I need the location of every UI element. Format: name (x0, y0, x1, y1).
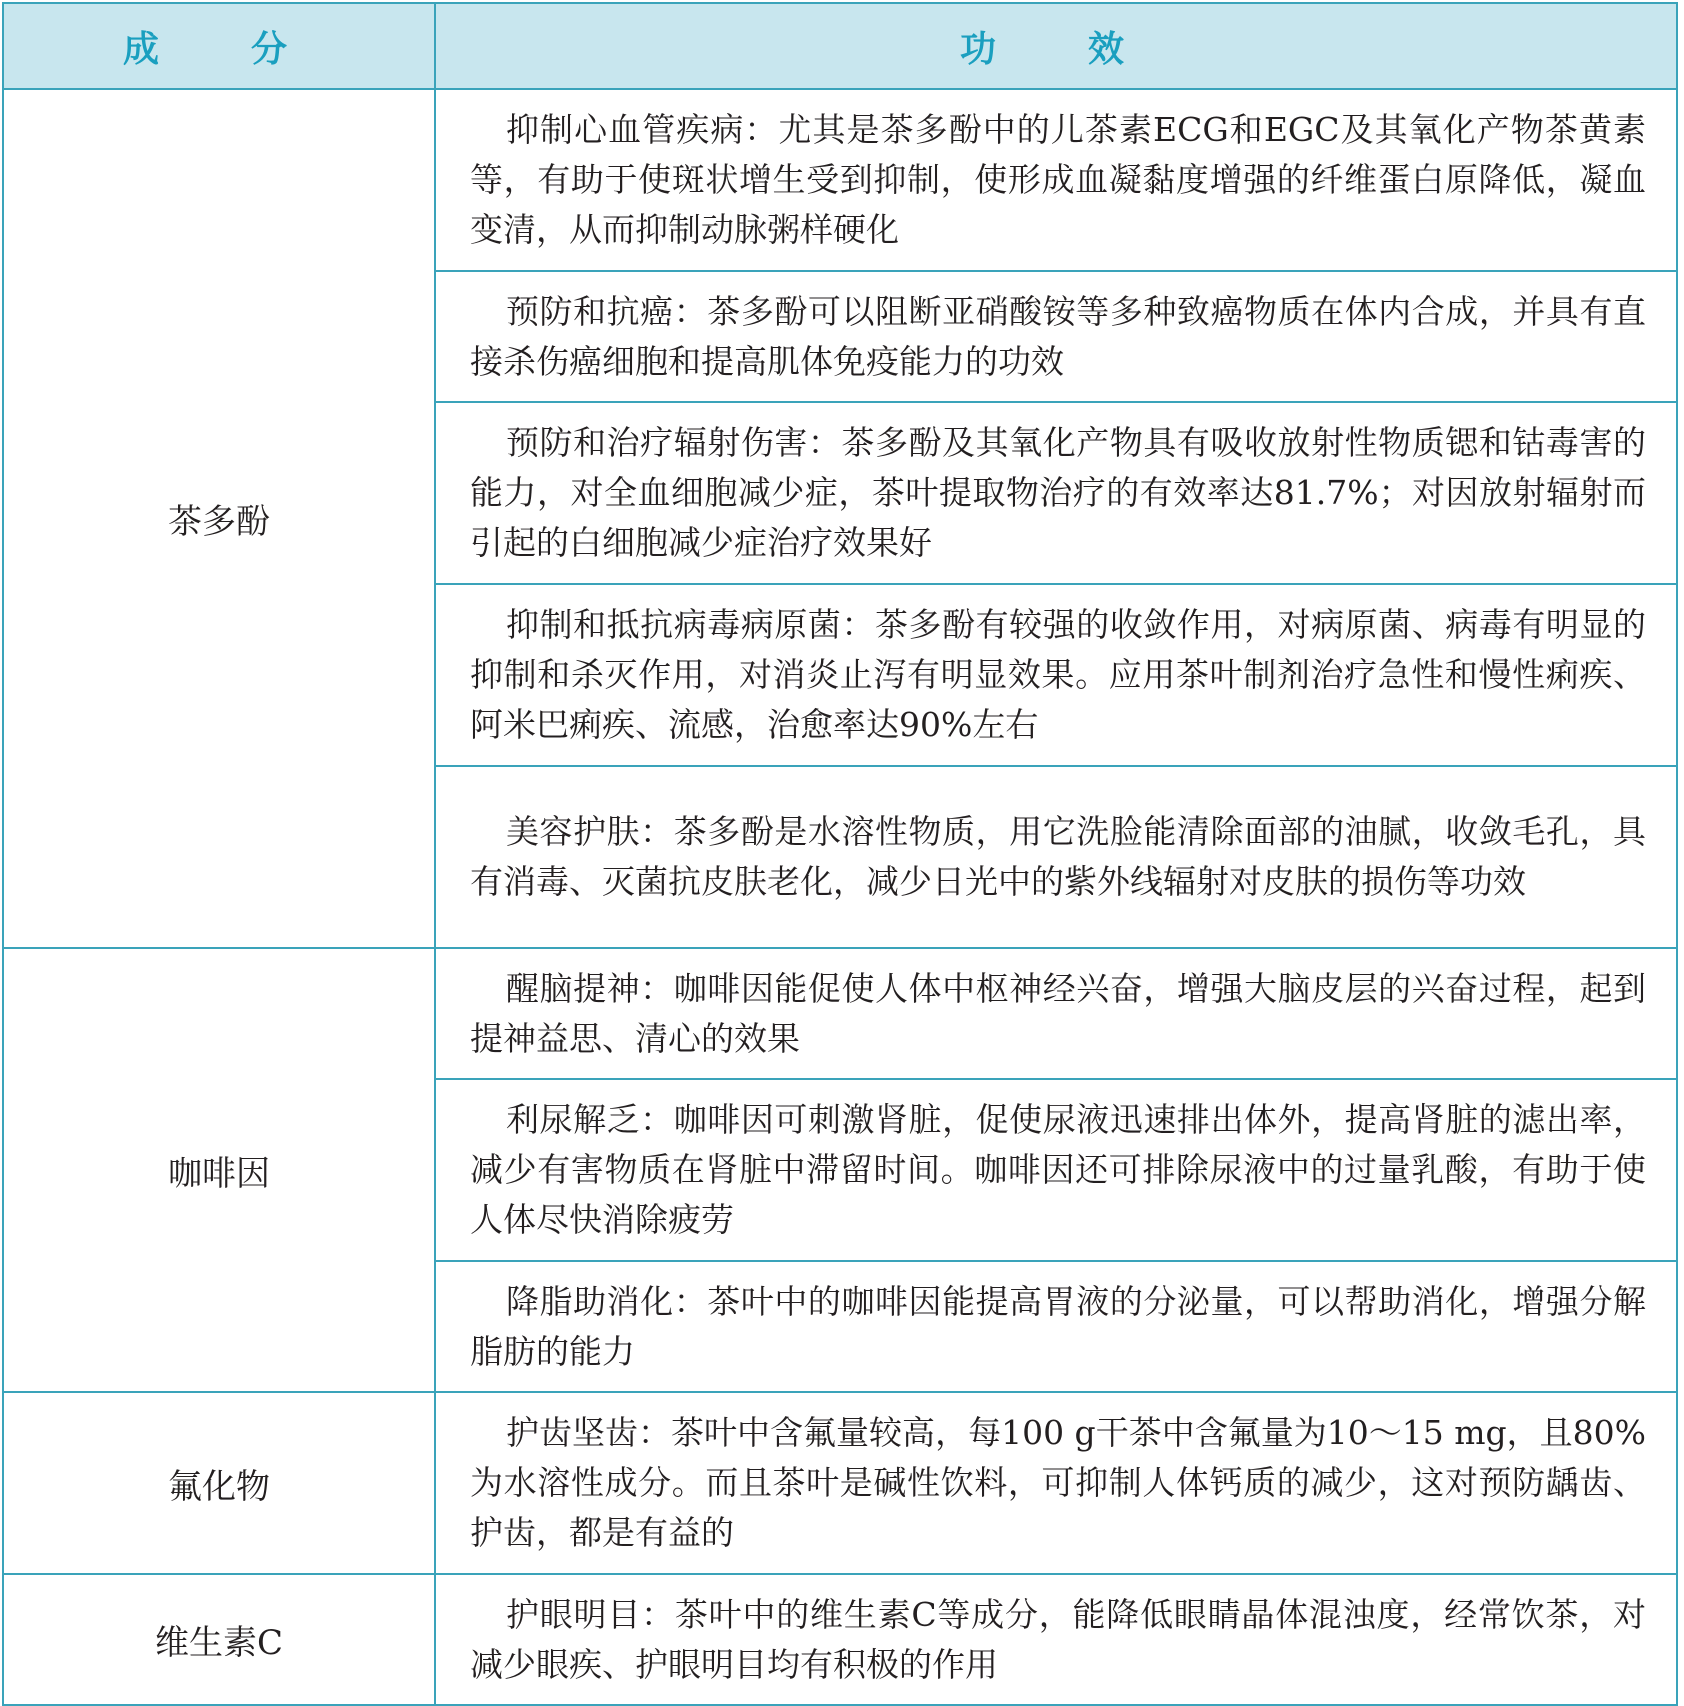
effect-cell: 利尿解乏：咖啡因可刺激肾脏，促使尿液迅速排出体外，提高肾脏的滤出率，减少有害物质在肾脏中滞留时间。咖啡因还可排除尿液中的过量乳酸，有助于使人体尽快消除疲劳 (435, 1079, 1677, 1261)
header-component: 成 分 (3, 3, 435, 89)
effect-cell: 抑制和抵抗病毒病原菌：茶多酚有较强的收敛作用，对病原菌、病毒有明显的抑制和杀灭作用，对消炎止泻有明显效果。应用茶叶制剂治疗急性和慢性痢疾、阿米巴痢疾、流感，治愈率达90%左右 (435, 584, 1677, 766)
effect-cell: 护齿坚齿：茶叶中含氟量较高，每100 g干茶中含氟量为10～15 mg，且80%为水溶性成分。而且茶叶是碱性饮料，可抑制人体钙质的减少，这对预防龋齿、护齿，都是有益的 (435, 1392, 1677, 1574)
table-row (3, 89, 1677, 271)
effect-cell: 护眼明目：茶叶中的维生素C等成分，能降低眼睛晶体混浊度，经常饮茶，对减少眼疾、护眼明目均有积极的作用 (435, 1574, 1677, 1705)
header-effect: 功 效 (435, 3, 1677, 89)
effect-cell: 预防和抗癌：茶多酚可以阻断亚硝酸铵等多种致癌物质在体内合成，并具有直接杀伤癌细胞和提高肌体免疫能力的功效 (435, 271, 1677, 402)
effect-cell: 预防和治疗辐射伤害：茶多酚及其氧化产物具有吸收放射性物质锶和钴毒害的能力，对全血细胞减少症，茶叶提取物治疗的有效率达81.7%；对因放射辐射而引起的白细胞减少症治疗效果好 (435, 402, 1677, 584)
table-row (3, 948, 1677, 1079)
component-cell: 氟化物 (3, 1392, 435, 1574)
effect-cell: 醒脑提神：咖啡因能促使人体中枢神经兴奋，增强大脑皮层的兴奋过程，起到提神益思、清心的效果 (435, 948, 1677, 1079)
tea-components-table (2, 2, 1678, 1706)
header-row (3, 3, 1677, 89)
component-cell: 茶多酚 (3, 89, 435, 948)
component-cell: 咖啡因 (3, 948, 435, 1392)
table-row (3, 1392, 1677, 1574)
effect-cell: 降脂助消化：茶叶中的咖啡因能提高胃液的分泌量，可以帮助消化，增强分解脂肪的能力 (435, 1261, 1677, 1392)
effect-cell: 抑制心血管疾病：尤其是茶多酚中的儿茶素ECG和EGC及其氧化产物茶黄素等，有助于使斑状增生受到抑制，使形成血凝黏度增强的纤维蛋白原降低，凝血变清，从而抑制动脉粥样硬化 (435, 89, 1677, 271)
component-cell: 维生素C (3, 1574, 435, 1705)
table-row (3, 1574, 1677, 1705)
effect-cell: 美容护肤：茶多酚是水溶性物质，用它洗脸能清除面部的油腻，收敛毛孔，具有消毒、灭菌抗皮肤老化，减少日光中的紫外线辐射对皮肤的损伤等功效 (435, 766, 1677, 948)
